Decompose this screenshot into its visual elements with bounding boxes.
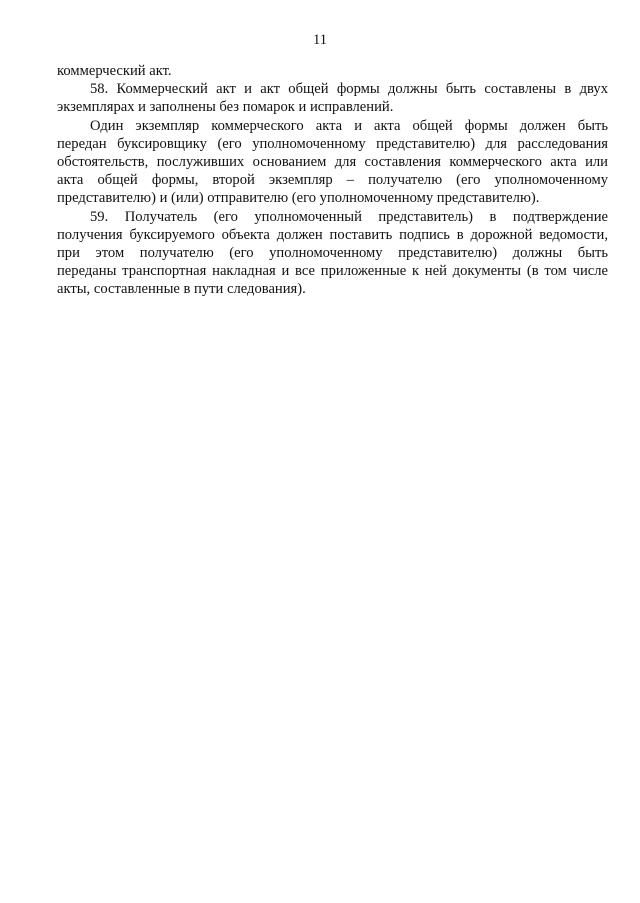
text-line: переданы транспортная накладная и все приложенные к ней документы (в том числе bbox=[57, 263, 608, 280]
text-line: акты, составленные в пути следования). bbox=[57, 281, 306, 298]
paragraph-58-copies bbox=[57, 117, 608, 208]
text-line: при этом получателю (его уполномоченному представителю) должны быть bbox=[57, 245, 608, 262]
text-line: коммерческий акт. bbox=[57, 63, 172, 79]
text-line: 59. Получатель (его уполномоченный представитель) в подтверждение bbox=[90, 208, 608, 225]
text-line: Один экземпляр коммерческого акта и акта общей формы должен быть bbox=[90, 117, 608, 134]
text-line: акта общей формы, второй экземпляр – получателю (его уполномоченному bbox=[57, 172, 608, 189]
paragraph-58 bbox=[57, 80, 608, 116]
document-body bbox=[57, 62, 608, 299]
text-line: представителю) и (или) отправителю (его уполномоченному представителю). bbox=[57, 190, 540, 207]
paragraph-59 bbox=[57, 208, 608, 299]
text-line: получения буксируемого объекта должен поставить подпись в дорожной ведомости, bbox=[57, 226, 608, 243]
text-line: экземплярах и заполнены без помарок и исправлений. bbox=[57, 99, 394, 116]
text-line: 58. Коммерческий акт и акт общей формы должны быть составлены в двух bbox=[90, 81, 608, 98]
paragraph-continuation bbox=[57, 62, 608, 80]
page-number: 11 bbox=[313, 32, 327, 48]
text-line: обстоятельств, послуживших основанием для составления коммерческого акта или bbox=[57, 154, 608, 171]
text-line: передан буксировщику (его уполномоченному представителю) для расследования bbox=[57, 135, 608, 152]
